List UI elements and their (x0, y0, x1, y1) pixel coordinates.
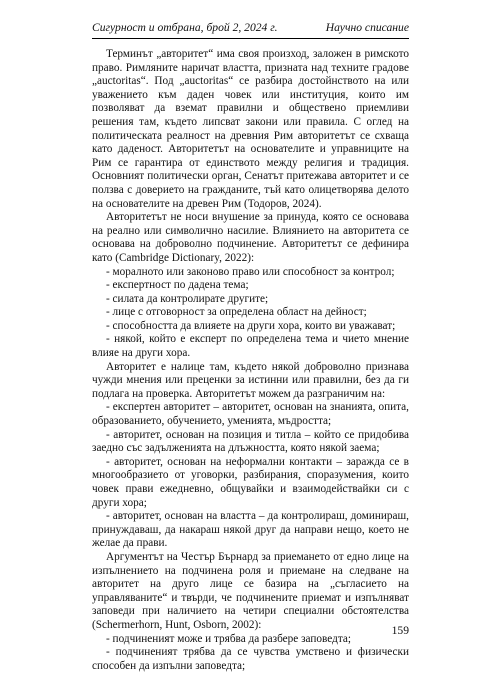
bullet-item: - подчиненият може и трябва да разбере заповедта; (106, 632, 352, 645)
bullet-item: - експертност по дадена тема; (106, 279, 249, 292)
bullet-item: - авторитет, основан на неформални контакти – заражда се в многообразието от уговорки, разбирания, споразумения, които човек прави ежедневно, общувайки и взаимодействайки си с други хора; (92, 455, 409, 509)
running-header (92, 21, 409, 39)
bullet-item: - авторитет, основан на позиция и титла – който се придобива заедно със задълженията на длъжността, която някой заема; (92, 428, 409, 455)
paragraph: Терминът „авторитет“ има своя произход, заложен в римското право. Римляните наричат властта, призната над техните градове „auctoritas“. Под „auctoritas“ се разбира достойнството на или уважението към даден човек или институция, които им позволяват да вземат правилни и обществено приемливи решения там, където липсват закони или правила. С оглед на политическата реалност на древния Рим авторитетът се схваща като даденост. Авторитетът на основателите и управниците на Рим се гарантира от единството между религия и традиция. Основният политически орган, Сенатът притежава авторитет и се ползва с доверието на гражданите, тъй като олицетворява делото на основателите на древен Рим (Тодоров, 2024). (92, 48, 409, 210)
bullet-item: - експертен авторитет – авторитет, основан на знанията, опита, образованието, обучението, уменията, мъдростта; (92, 401, 409, 428)
bullet-item: - лице с отговорност за определена област на дейност; (106, 306, 367, 319)
bullet-item: - способността да влияете на други хора, които ви уважават; (106, 319, 396, 332)
section-title: Научно списание (325, 21, 409, 34)
bullet-item: - авторитет, основан на властта – да контролираш, доминираш, принуждаваш, да накараш някой друг да направи нещо, което не желае да прави. (92, 510, 409, 550)
bullet-item: - някой, който е експерт по определена тема и чието мнение влияе на други хора. (92, 333, 409, 360)
paragraph: Авторитетът не носи внушение за принуда, която се основава на реално или символично насилие. Влиянието на авторитета се основава на доброволно подчинение. Авторитетът се дефинира като (Cambridge Dictionary, 2022): (92, 211, 409, 264)
bullet-item: - силата да контролирате другите; (106, 292, 269, 305)
paragraph: Авторитет е налице там, където някой доброволно признава чужди мнения или преценки за истинни или правилни, без да ги подлага на проверка. Авторитетът можем да разграничим на: (92, 360, 409, 400)
bullet-item: - моралното или законово право или способност за контрол; (106, 265, 395, 278)
bullet-item: - подчиненият трябва да се чувства умствено и физически способен да изпълни заповедта; (92, 646, 409, 672)
page-number: 159 (391, 624, 409, 637)
article-body (92, 48, 409, 673)
paragraph: Аргументът на Честър Бърнард за приемането от едно лице на изпълнението на подчинена роля и приемане на следване на авторитет на друго лице се базира на „съгласието на управляваните“ и твърди, че подчинените приемат и изпълняват заповеди при наличието на четири специални обстоятелства (Schermerhorn, Hunt, Osborn, 2002): (92, 550, 409, 631)
journal-title: Сигурност и отбрана, брой 2, 2024 г. (92, 21, 278, 34)
header-rule (92, 38, 409, 39)
